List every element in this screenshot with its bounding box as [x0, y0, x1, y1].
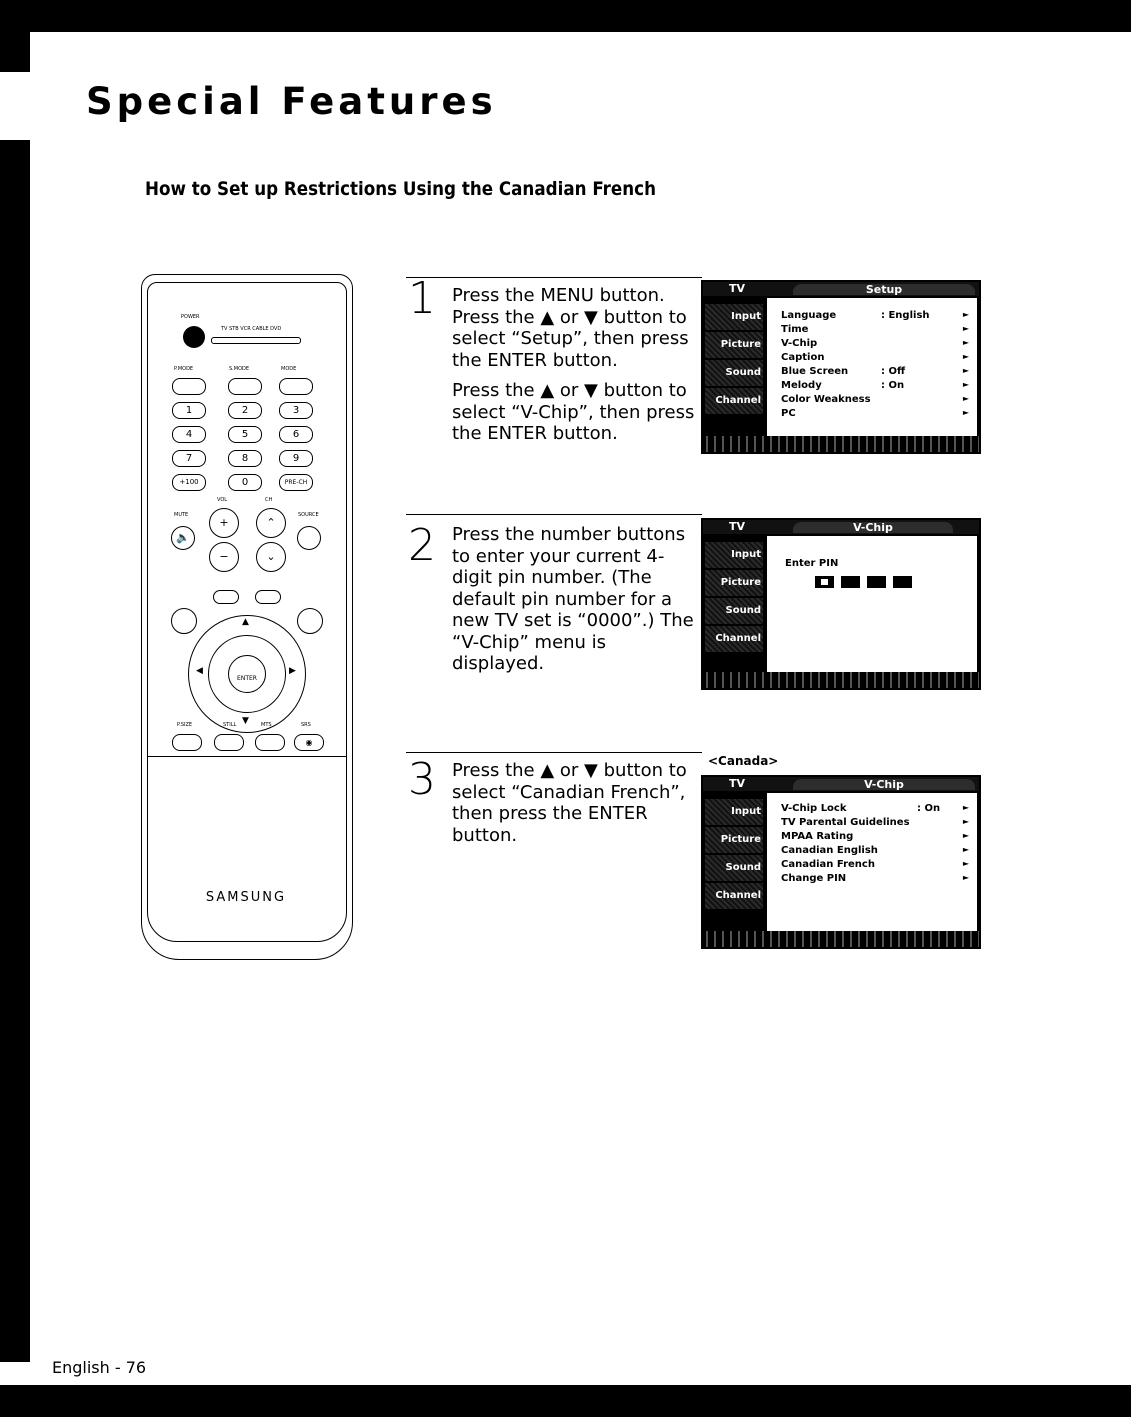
menu-row-tv-parental-guidelines: TV Parental Guidelines ► — [781, 817, 969, 828]
step-number: 3 — [408, 754, 436, 805]
arrow-right-icon: ► — [962, 859, 969, 868]
pin-panel — [767, 536, 977, 672]
tv-footer-hints — [703, 436, 979, 452]
tv-sidebar — [703, 777, 765, 947]
smode-button — [228, 378, 262, 395]
mute-button: 🔈 — [171, 526, 195, 550]
tv-sidebar — [703, 282, 765, 452]
info-button — [255, 590, 281, 604]
tv-screen-pin — [701, 518, 981, 690]
pin-digit-box — [867, 576, 886, 588]
number-button-4: 4 — [172, 426, 206, 443]
sidebar-item-channel: Channel — [705, 883, 763, 909]
psize-label: P.SIZE — [177, 722, 193, 728]
vchip-menu-panel — [767, 793, 977, 931]
mute-label: MUTE — [174, 512, 189, 518]
step-paragraph: Press the MENU button. Press the ▲ or ▼ button to select “Setup”, then press the ENTER button. — [452, 285, 689, 371]
menu-row-blue-screen: Blue Screen : Off ► — [781, 366, 969, 377]
enter-pin-label: Enter PIN — [785, 558, 839, 569]
arrow-right-icon: ► — [962, 380, 969, 389]
sidebar-item-input: Input — [705, 542, 763, 568]
menu-row-time: Time ► — [781, 324, 969, 335]
page-title: Special Features — [86, 80, 497, 123]
arrow-right-icon: ► — [962, 408, 969, 417]
menu-row-canadian-english: Canadian English ► — [781, 845, 969, 856]
menu-button — [171, 608, 197, 634]
sidebar-item-input: Input — [705, 304, 763, 330]
canada-label: <Canada> — [708, 754, 779, 768]
step-text — [452, 285, 702, 454]
tab-setup: Setup — [793, 284, 975, 295]
menu-row-vchip-lock: V-Chip Lock : On ► — [781, 803, 969, 814]
sidebar-item-sound: Sound — [705, 360, 763, 386]
favch-button — [213, 590, 239, 604]
vol-down-button: − — [209, 542, 239, 572]
menu-row-pc: PC ► — [781, 408, 969, 419]
top-bar — [0, 0, 1131, 32]
page-number-footer: English - 76 — [52, 1358, 147, 1377]
left-bar — [0, 140, 30, 1362]
dpad-down-icon: ▼ — [242, 716, 249, 726]
power-button — [183, 326, 205, 348]
menu-row-caption: Caption ► — [781, 352, 969, 363]
dpad-left-icon: ◀ — [196, 666, 203, 676]
mode-label-3: MODE — [281, 366, 297, 372]
vol-up-button: + — [209, 508, 239, 538]
number-button-7: 7 — [172, 450, 206, 467]
number-button-8: 8 — [228, 450, 262, 467]
left-bar-top — [0, 0, 30, 72]
menu-row-canadian-french: Canadian French ► — [781, 859, 969, 870]
arrow-right-icon: ► — [962, 352, 969, 361]
arrow-right-icon: ► — [962, 831, 969, 840]
dpad-right-icon: ▶ — [289, 666, 296, 676]
srs-button: ◉ — [294, 734, 324, 751]
number-button-0: 0 — [228, 474, 262, 491]
arrow-right-icon: ► — [962, 324, 969, 333]
tv-footer-hints — [703, 931, 979, 947]
menu-row-vchip: V-Chip ► — [781, 338, 969, 349]
menu-row-change-pin: Change PIN ► — [781, 873, 969, 884]
pin-digit-box — [841, 576, 860, 588]
number-button-5: 5 — [228, 426, 262, 443]
menu-row-color-weakness: Color Weakness ► — [781, 394, 969, 405]
bottom-bar — [0, 1385, 1131, 1417]
arrow-right-icon: ► — [962, 803, 969, 812]
arrow-right-icon: ► — [962, 310, 969, 319]
step-text — [452, 524, 702, 684]
number-button-3: 3 — [279, 402, 313, 419]
source-button — [297, 526, 321, 550]
sidebar-item-picture: Picture — [705, 332, 763, 358]
power-label: POWER — [181, 314, 200, 320]
sidebar-item-channel: Channel — [705, 388, 763, 414]
ch-down-button: ⌄ — [256, 542, 286, 572]
number-button-9: 9 — [279, 450, 313, 467]
still-button — [214, 734, 244, 751]
sidebar-item-sound: Sound — [705, 855, 763, 881]
mode-button — [279, 378, 313, 395]
mts-label: MTS — [261, 722, 272, 728]
sidebar-item-picture: Picture — [705, 570, 763, 596]
still-label: STILL — [223, 722, 237, 728]
mode-label-2: S.MODE — [229, 366, 250, 372]
tv-footer-hints — [703, 672, 979, 688]
menu-row-mpaa-rating: MPAA Rating ► — [781, 831, 969, 842]
brand-logo: SAMSUNG — [205, 890, 287, 905]
menu-row-melody: Melody : On ► — [781, 380, 969, 391]
source-label: SOURCE — [298, 512, 319, 518]
sidebar-item-picture: Picture — [705, 827, 763, 853]
number-button-1: 1 — [172, 402, 206, 419]
pmode-button — [172, 378, 206, 395]
step-rule — [406, 514, 702, 515]
mts-button — [255, 734, 285, 751]
tab-vchip: V-Chip — [793, 522, 953, 533]
section-subtitle: How to Set up Restrictions Using the Canadian French — [145, 178, 656, 200]
remote-control-illustration — [141, 274, 353, 960]
source-row-label: TV STB VCR CABLE DVD — [221, 326, 282, 332]
tv-label: TV — [729, 777, 746, 790]
mode-label-1: P.MODE — [174, 366, 194, 372]
step-paragraph: Press the ▲ or ▼ button to select “V-Chip”, then press the ENTER button. — [452, 380, 695, 444]
arrow-right-icon: ► — [962, 366, 969, 375]
arrow-right-icon: ► — [962, 845, 969, 854]
step-rule — [406, 277, 702, 278]
step-paragraph: Press the number buttons to enter your current 4-digit pin number. (The default pin number for a new TV set is “0000”.) The “V-Chip” menu is displayed. — [452, 524, 694, 674]
tv-screen-vchip — [701, 775, 981, 949]
tv-screen-setup — [701, 280, 981, 454]
vol-label: VOL — [217, 497, 228, 503]
step-paragraph: Press the ▲ or ▼ button to select “Canadian French”, then press the ENTER button. — [452, 760, 687, 846]
menu-row-language: Language : English ► — [781, 310, 969, 321]
ch-label: CH — [265, 497, 273, 503]
number-button-6: 6 — [279, 426, 313, 443]
srs-label: SRS — [301, 722, 311, 728]
step-number: 1 — [408, 273, 436, 324]
step-rule — [406, 752, 702, 753]
tv-sidebar — [703, 520, 765, 688]
psize-button — [172, 734, 202, 751]
plus100-button: +100 — [172, 474, 206, 491]
sidebar-item-input: Input — [705, 799, 763, 825]
sidebar-item-channel: Channel — [705, 626, 763, 652]
tv-label: TV — [729, 282, 746, 295]
step-text — [452, 760, 702, 855]
source-selector — [211, 337, 301, 344]
tab-vchip: V-Chip — [793, 779, 975, 790]
exit-button — [297, 608, 323, 634]
number-button-2: 2 — [228, 402, 262, 419]
prech-button: PRE-CH — [279, 474, 313, 491]
arrow-right-icon: ► — [962, 873, 969, 882]
sidebar-item-sound: Sound — [705, 598, 763, 624]
tv-label: TV — [729, 520, 746, 533]
arrow-right-icon: ► — [962, 394, 969, 403]
arrow-right-icon: ► — [962, 817, 969, 826]
enter-button: ENTER — [228, 655, 266, 693]
step-number: 2 — [408, 520, 436, 571]
setup-menu-panel — [767, 298, 977, 436]
dpad-up-icon: ▲ — [242, 617, 249, 627]
remote-seam — [147, 756, 347, 757]
arrow-right-icon: ► — [962, 338, 969, 347]
pin-digit-box — [893, 576, 912, 588]
pin-digit-box — [815, 576, 834, 588]
ch-up-button: ⌃ — [256, 508, 286, 538]
